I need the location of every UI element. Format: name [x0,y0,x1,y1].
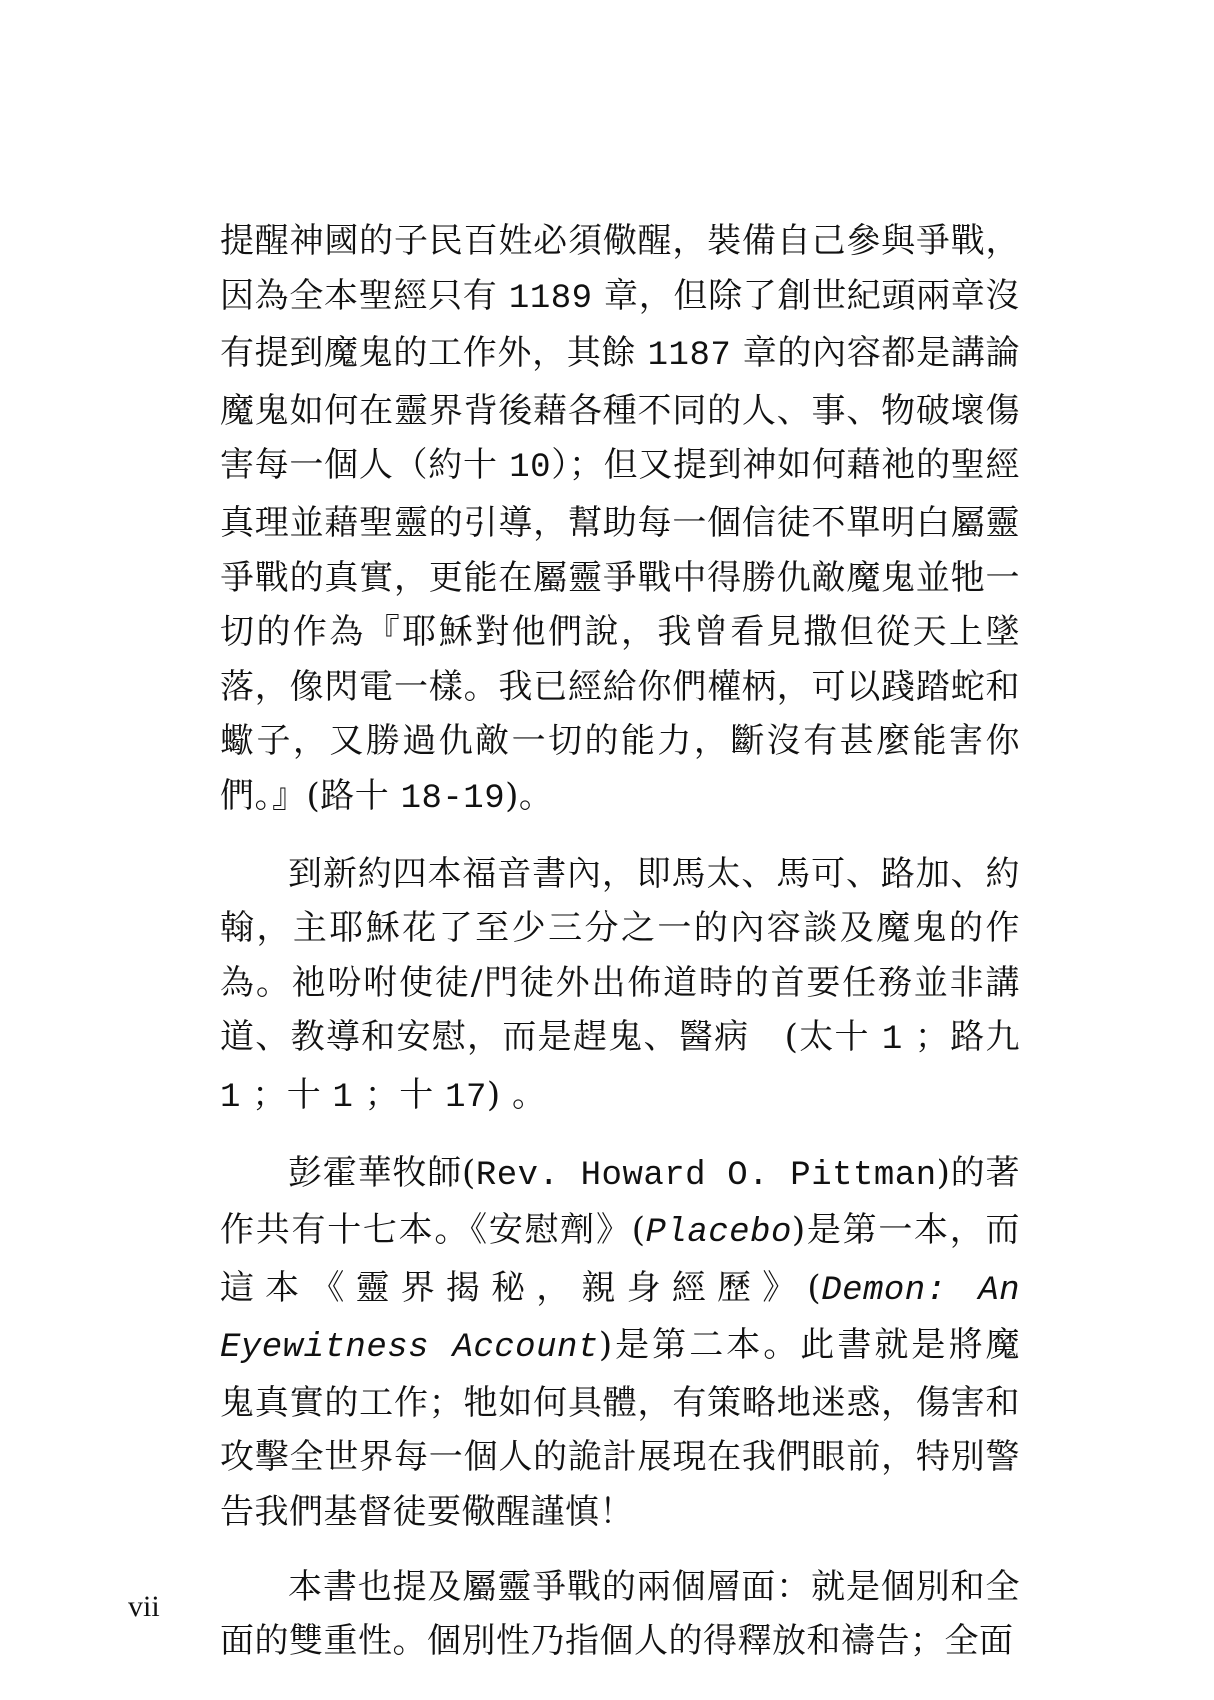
text-segment: )是第一本，而這本《靈界揭秘，親身經歷》( [220,1210,1021,1308]
paragraph-3 [220,1146,1020,1540]
verse-reference: 18-19 [400,779,506,818]
paragraph-2 [220,847,1020,1126]
book-title-english: Placebo [645,1214,792,1253]
paragraph-4 [220,1560,1020,1669]
text-segment: ) 。 [486,1074,547,1115]
verse-reference: 10 [509,449,552,488]
text-segment: ；十 [353,1074,446,1115]
text-segment: 章，但除了創世紀頭兩章沒有提到魔鬼的工作外，其餘 [220,275,1020,374]
text-segment: 提醒神國的子民百姓必須儆醒，裝備自己參與爭戰，因為全本聖經只有 [220,221,1020,316]
verse-reference: 1 [332,1078,354,1117]
author-name-english: Rev. Howard O. Pittman [475,1156,937,1195]
book-title-english: Demon: An Eyewitness Account [220,1271,1021,1368]
text-segment: 本書也提及屬靈爭戰的兩個層面：就是個別和全面的雙重性。個別性乃指個人的得釋放和禱告；全面 [220,1566,1020,1662]
page-number: vii [128,1590,160,1623]
verse-reference: 17 [445,1078,487,1117]
chapter-count: 1187 [647,337,732,376]
text-segment: )是第二本。此書就是將魔鬼真實的工作；牠如何具體，有策略地迷惑，傷害和攻擊全世界每一個人的詭計展現在我們眼前，特別警告我們基督徒要儆醒謹慎！ [220,1325,1021,1533]
text-segment: ）；但又提到神如何藉祂的聖經真理並藉聖靈的引導，幫助每一個信徒不單明白屬靈爭戰的真實，更能在屬靈爭戰中得勝仇敵魔鬼並牠一切的作為『耶穌對他們說，我曾看見撒但從天上墜落，像閃電一樣。我已經給你們權柄，可以踐踏蛇和蠍子，又勝過仇敵一切的能力，斷沒有甚麼能害你們。』(路十 [220,445,1020,816]
text-segment: ；十 [240,1074,333,1115]
text-segment: 章的內容都是講論魔鬼如何在靈界背後藉各種不同的人、事、物破壞傷害每一個人（約十 [220,333,1021,486]
text-segment: 到新約四本福音書內，即馬太、馬可、路加、約翰，主耶穌花了至少三分之一的內容談及魔鬼的作為。祂吩咐使徒/門徒外出佈道時的首要任務並非講道、教導和安慰，而是趕鬼、醫病 (太十 [220,853,1020,1058]
text-segment: )。 [505,775,554,816]
verse-reference: 1 [881,1021,903,1060]
paragraph-1 [220,214,1020,827]
chapter-count: 1189 [508,279,593,318]
text-segment: ；路九 [902,1017,1020,1058]
text-segment: 彭霍華牧師( [288,1152,476,1193]
verse-reference: 1 [220,1078,241,1117]
text-segment: )的著作共有十七本。《安慰劑》( [220,1152,1021,1251]
body-text [220,214,1020,1669]
